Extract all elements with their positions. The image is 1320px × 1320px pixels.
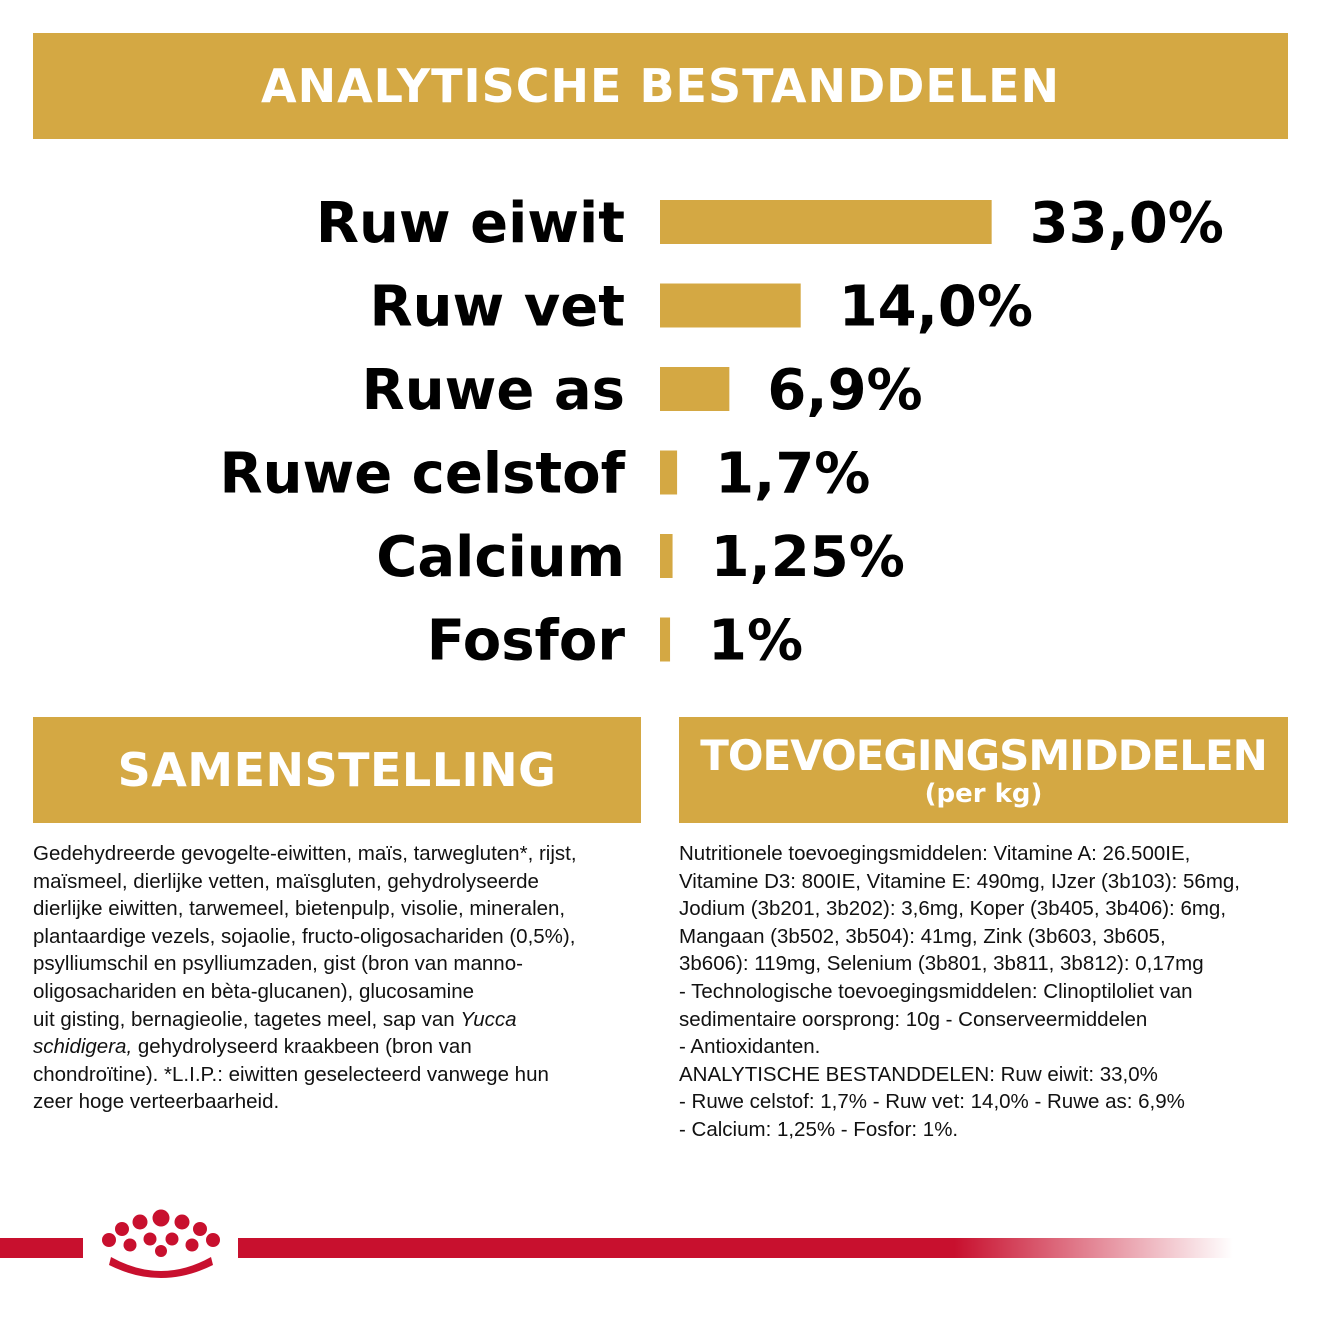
bar-label: Ruw vet bbox=[369, 274, 625, 340]
bar-value-label: 6,9% bbox=[767, 358, 923, 423]
additives-line: - Technologische toevoegingsmiddelen: Clinoptiloliet van bbox=[679, 979, 1193, 1003]
additives-header-subtitle: (per kg) bbox=[924, 779, 1043, 809]
composition-text-run: plantaardige vezels, sojaolie, fructo-oligosachariden (0,5%), bbox=[33, 924, 576, 948]
additives-header-banner bbox=[679, 717, 1288, 823]
composition-line bbox=[33, 950, 648, 978]
brand-footer bbox=[0, 1205, 1320, 1295]
composition-italic-text: schidigera, bbox=[33, 1035, 133, 1059]
composition-line bbox=[33, 1061, 648, 1089]
additives-line: Mangaan (3b502, 3b504): 41mg, Zink (3b603, 3b605, bbox=[679, 924, 1166, 948]
additives-line: Jodium (3b201, 3b202): 3,6mg, Koper (3b405, 3b406): 6mg, bbox=[679, 897, 1227, 921]
bar-label: Ruw eiwit bbox=[315, 191, 625, 256]
bar bbox=[660, 367, 729, 411]
additives-line: Vitamine D3: 800IE, Vitamine E: 490mg, IJzer (3b103): 56mg, bbox=[679, 869, 1241, 893]
composition-line bbox=[33, 1033, 648, 1061]
composition-line bbox=[33, 978, 648, 1006]
additives-line: - Calcium: 1,25% - Fosfor: 1%. bbox=[679, 1117, 959, 1141]
bar-label: Ruwe as bbox=[361, 358, 625, 423]
footer-stripe-left bbox=[0, 1238, 83, 1258]
additives-header-title: TOEVOEGINGSMIDDELEN bbox=[700, 731, 1267, 780]
composition-text-run: oligosachariden en bèta-glucanen), glucosamine bbox=[33, 979, 475, 1003]
bar-label: Calcium bbox=[376, 525, 625, 590]
bar-label: Ruwe celstof bbox=[219, 441, 625, 507]
analytical-bar-chart bbox=[0, 160, 1320, 680]
analytical-header-title: ANALYTISCHE BESTANDDELEN bbox=[260, 59, 1060, 113]
royal-canin-crown-logo bbox=[102, 1210, 220, 1279]
bar-value-label: 14,0% bbox=[838, 274, 1033, 340]
composition-text-run: gehydrolyseerd kraakbeen (bron van bbox=[132, 1035, 472, 1059]
composition-text-run: uit gisting, bernagieolie, tagetes meel, sap van bbox=[33, 1007, 461, 1031]
composition-line bbox=[33, 868, 648, 896]
footer-stripe-right bbox=[238, 1238, 1233, 1258]
composition-line bbox=[33, 1088, 648, 1116]
bar-label: Fosfor bbox=[426, 608, 625, 674]
composition-header-title: SAMENSTELLING bbox=[117, 743, 557, 797]
additives-text bbox=[679, 840, 1291, 1144]
bar-value-label: 1% bbox=[708, 608, 804, 674]
composition-text bbox=[33, 840, 648, 1116]
additives-line: - Antioxidanten. bbox=[679, 1035, 821, 1059]
bar-value-label: 1,7% bbox=[715, 441, 871, 507]
bar-value-label: 33,0% bbox=[1029, 191, 1224, 256]
composition-text-run: maïsmeel, dierlijke vetten, maïsgluten, gehydrolyseerde bbox=[33, 869, 539, 893]
additives-line: 3b606): 119mg, Selenium (3b801, 3b811, 3b812): 0,17mg bbox=[679, 952, 1204, 976]
composition-text-run: chondroïtine). *L.I.P.: eiwitten geselecteerd vanwege hun bbox=[33, 1062, 549, 1086]
bar-value-label: 1,25% bbox=[710, 525, 905, 590]
analytical-header-banner bbox=[33, 33, 1288, 139]
bar bbox=[660, 618, 670, 662]
composition-header-banner bbox=[33, 717, 641, 823]
bar bbox=[660, 200, 992, 244]
composition-text-run: dierlijke eiwitten, tarwemeel, bietenpulp, visolie, mineralen, bbox=[33, 897, 566, 921]
additives-line: ANALYTISCHE BESTANDDELEN: Ruw eiwit: 33,0% bbox=[679, 1062, 1158, 1086]
composition-text-run: zeer hoge verteerbaarheid. bbox=[33, 1090, 280, 1114]
additives-line: sedimentaire oorsprong: 10g - Conserveermiddelen bbox=[679, 1007, 1148, 1031]
composition-line bbox=[33, 923, 648, 951]
composition-line bbox=[33, 1006, 648, 1034]
bar bbox=[660, 284, 801, 328]
bar bbox=[660, 534, 673, 578]
additives-line: - Ruwe celstof: 1,7% - Ruw vet: 14,0% - Ruwe as: 6,9% bbox=[679, 1090, 1185, 1114]
additives-line: Nutritionele toevoegingsmiddelen: Vitamine A: 26.500IE, bbox=[679, 842, 1191, 865]
composition-line bbox=[33, 895, 648, 923]
composition-text-run: Gedehydreerde gevogelte-eiwitten, maïs, tarwegluten*, rijst, bbox=[33, 842, 577, 865]
composition-italic-text: Yucca bbox=[460, 1007, 517, 1031]
composition-line bbox=[33, 840, 648, 868]
bar bbox=[660, 451, 677, 495]
composition-text-run: psylliumschil en psylliumzaden, gist (bron van manno- bbox=[33, 952, 523, 976]
